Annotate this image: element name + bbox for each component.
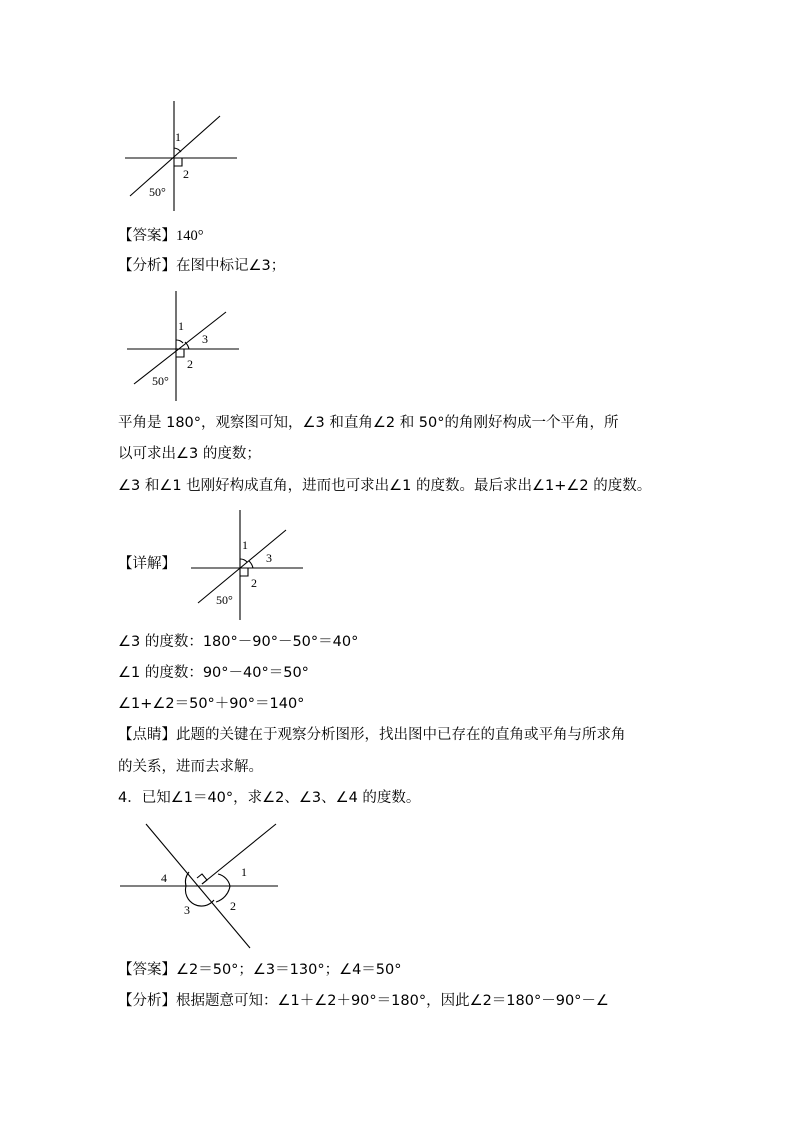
- answer-1-text: 140°: [176, 228, 204, 244]
- figure-1-label-2: 2: [183, 167, 189, 181]
- angle-1-arc: [240, 559, 247, 562]
- analysis-1-tag: 【分析】: [118, 258, 176, 274]
- calc-line-1: ∠3 的度数：180°－90°－50°＝40°: [118, 634, 359, 650]
- analysis-2-tag: 【分析】: [118, 993, 176, 1009]
- question-4: 4．已知∠1＝40°，求∠2、∠3、∠4 的度数。: [118, 790, 421, 806]
- figure-1-label-1: 1: [175, 130, 181, 144]
- comment-line-2: 的关系，进而去求解。: [118, 759, 263, 775]
- comment-tag: 【点睛】: [118, 727, 176, 743]
- analysis-1-text: 在图中标记∠3；: [176, 258, 286, 274]
- figure-4-label-3: 3: [184, 903, 190, 917]
- figure-3: [186, 505, 311, 625]
- figure-3-label-50: 50°: [216, 593, 233, 607]
- answer-1: [118, 226, 204, 246]
- angle-2-arc: [216, 886, 230, 902]
- figure-4-label-1: 1: [241, 865, 247, 879]
- right-angle-mark: [197, 874, 207, 884]
- answer-2: [118, 960, 402, 980]
- figure-4-label-4: 4: [161, 871, 167, 885]
- analysis-2: [118, 991, 609, 1011]
- comment-text-1: 此题的关键在于观察分析图形，找出图中已存在的直角或平角与所求角: [176, 727, 626, 743]
- analysis-line-3: ∠3 和∠1 也刚好构成直角，进而也可求出∠1 的度数。最后求出∠1+∠2 的度数。: [118, 478, 652, 494]
- analysis-1: [118, 256, 285, 276]
- figure-3-label-1: 1: [242, 538, 248, 552]
- analysis-2-text: 根据题意可知：∠1＋∠2＋90°＝180°，因此∠2＝180°－90°－∠: [176, 993, 609, 1009]
- answer-2-tag: 【答案】: [118, 962, 176, 978]
- figure-2-label-2: 2: [187, 357, 193, 371]
- oblique-line: [130, 116, 220, 196]
- right-angle-mark: [240, 568, 248, 576]
- figure-2-label-3: 3: [202, 332, 208, 346]
- figure-3-label-2: 2: [251, 576, 257, 590]
- angle-3-arc: [249, 561, 253, 568]
- analysis-line-2: 以可求出∠3 的度数；: [118, 446, 261, 462]
- figure-2-label-50: 50°: [152, 374, 169, 388]
- right-angle-mark: [174, 158, 182, 166]
- figure-2: [122, 286, 247, 406]
- figure-1: [120, 96, 245, 216]
- comment-line-1: [118, 725, 626, 745]
- angle-1-arc: [176, 340, 183, 343]
- angle-1-arc: [218, 874, 230, 886]
- figure-3-label-3: 3: [266, 551, 272, 565]
- line-ne: [202, 824, 276, 884]
- figure-1-label-50: 50°: [149, 185, 166, 199]
- answer-2-text: ∠2＝50°；∠3＝130°；∠4＝50°: [176, 962, 402, 978]
- figure-4-label-2: 2: [230, 899, 236, 913]
- figure-2-label-1: 1: [178, 319, 184, 333]
- answer-1-tag: 【答案】: [118, 228, 176, 244]
- figure-4: [116, 818, 286, 954]
- calc-line-3: ∠1+∠2＝50°＋90°＝140°: [118, 696, 305, 712]
- analysis-line-1: 平角是 180°，观察图可知，∠3 和直角∠2 和 50°的角刚好构成一个平角，所: [118, 415, 619, 431]
- calc-line-2: ∠1 的度数：90°－40°＝50°: [118, 665, 309, 681]
- detail-tag: 【详解】: [118, 556, 176, 572]
- angle-1-arc: [174, 148, 181, 152]
